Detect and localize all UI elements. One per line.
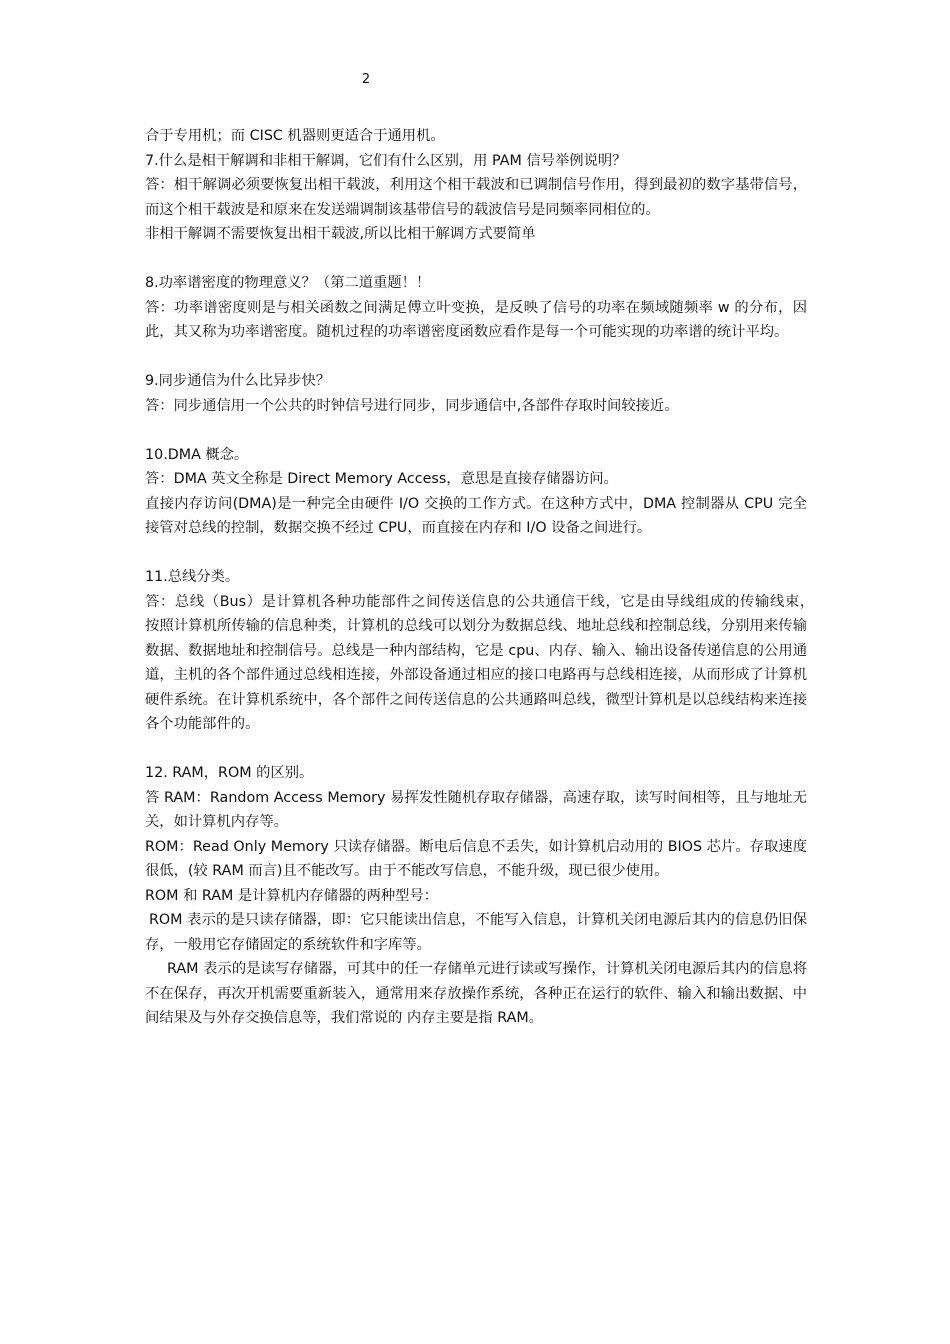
question-heading: 12. RAM，ROM 的区别。	[145, 765, 314, 781]
document-body	[145, 124, 822, 1031]
answer-paragraph: 答 RAM：Random Access Memory 易挥发性随机存取存储器，高速存取，读写时间相等，且与地址无关，如计算机内存等。	[145, 789, 807, 830]
answer-paragraph: 答：DMA 英文全称是 Direct Memory Access，意思是直接存储器访问。	[145, 471, 618, 487]
question-heading: 8.功率谱密度的物理意义？（第二道重题！！	[145, 275, 431, 291]
blank-line	[145, 345, 807, 370]
paragraph: 合于专用机；而 CISC 机器则更适合于通用机。	[145, 128, 445, 144]
question-heading: 7.什么是相干解调和非相干解调，它们有什么区别，用 PAM 信号举例说明？	[145, 152, 627, 169]
paragraph: 直接内存访问(DMA)是一种完全由硬件 I/O 交换的工作方式。在这种方式中，DMA 控制器从 CPU 完全接管对总线的控制，数据交换不经过 CPU，而直接在内存和 I/O 设备之间进行。	[145, 495, 807, 536]
page-number: 2	[361, 72, 371, 87]
answer-paragraph: 答：同步通信用一个公共的时钟信号进行同步，同步通信中,各部件存取时间较接近。	[145, 397, 679, 414]
paragraph: RAM 表示的是读写存储器，可其中的任一存储单元进行读或写操作，计算机关闭电源后其内的信息将不在保存，再次开机需要重新装入，通常用来存放操作系统，各种正在运行的软件、输入和输出数据、中间结果及与外存交换信息等，我们常说的 内存主要是指 RAM。	[145, 961, 807, 1026]
question-heading: 11.总线分类。	[145, 569, 240, 585]
paragraph: 非相干解调不需要恢复出相干载波,所以比相干解调方式要简单	[145, 226, 536, 242]
blank-line	[145, 418, 807, 443]
blank-line	[145, 737, 807, 762]
question-heading: 10.DMA 概念。	[145, 446, 249, 463]
paragraph: ROM：Read Only Memory 只读存储器。断电后信息不丢失，如计算机启动用的 BIOS 芯片。存取速度很低，(较 RAM 而言)且不能改写。由于不能改写信息，不能升级，现已很少使用。	[145, 838, 807, 879]
answer-paragraph: 答：总线（Bus）是计算机各种功能部件之间传送信息的公共通信干线，它是由导线组成的传输线束， 按照计算机所传输的信息种类，计算机的总线可以划分为数据总线、地址总线和控制总线，分别用来传输数据、数据地址和控制信号。总线是一种内部结构，它是 cpu、内存、输入、输出设备传递信息的公用通道，主机的各个部件通过总线相连接，外部设备通过相应的接口电路再与总线相连接，从而形成了计算机硬件系统。在计算机系统中，各个部件之间传送信息的公共通路叫总线，微型计算机是以总线结构来连接各个功能部件的。	[145, 593, 822, 732]
paragraph: ROM 表示的是只读存储器，即：它只能读出信息，不能写入信息，计算机关闭电源后其内的信息仍旧保存，一般用它存储固定的系统软件和字库等。	[145, 912, 807, 953]
blank-line	[145, 541, 807, 566]
paragraph: ROM 和 RAM 是计算机内存储器的两种型号：	[145, 887, 439, 904]
question-heading: 9.同步通信为什么比异步快？	[145, 373, 331, 389]
answer-paragraph: 答：相干解调必须要恢复出相干载波，利用这个相干载波和已调制信号作用，得到最初的数字基带信号，而这个相干载波是和原来在发送端调制该基带信号的载波信号是同频率同相位的。	[145, 177, 807, 218]
blank-line	[145, 247, 807, 272]
answer-paragraph: 答：功率谱密度则是与相关函数之间满足傅立叶变换，是反映了信号的功率在频域随频率 w 的分布，因此，其又称为功率谱密度。随机过程的功率谱密度函数应看作是每一个可能实现的功率谱的统计平均。	[145, 299, 807, 340]
